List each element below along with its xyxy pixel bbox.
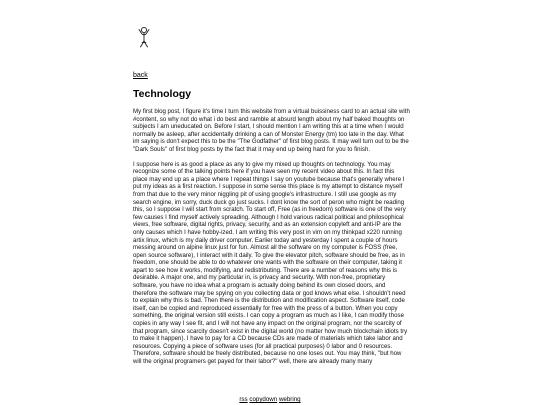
page-title: Technology [133, 88, 192, 100]
site-logo-icon[interactable] [134, 26, 154, 48]
post-paragraph: My first blog post, I figure it's time I turn this website from a virtual buissiness card to an actual site with #content, so why not do what i do best and ramble at absurd length about my half baked thoughts on subjects I am uneducated on. Before I start, I should mention I am writing this at a time when I would normally be asleep, after accidentally drinking a can of Monster Energy (tm) too late in the day. What im saying is don't expect this to be the "The Godfather" of first blog posts. It may well turn out to be the "Dark Souls" of first blog posts by the fact that it may end up being hard for you to finish. [133, 108, 410, 153]
copydown-link[interactable]: copydown [249, 396, 278, 403]
rss-link[interactable]: rss [239, 396, 248, 403]
footer-links [0, 396, 540, 404]
webring-link[interactable]: webring [278, 396, 301, 403]
post-body [133, 108, 410, 373]
back-link[interactable]: back [133, 72, 148, 79]
post-paragraph: I suppose here is as good a place as any to give my mixed up thoughts on technology. You may recognize some of the talking points here if you have seen my recent video about this. In fact this place may end up as a place where I repeat things I say on youtube because that's generally where I put my ideas as a first reaction. I suppose in some sense this place is my attempt to distance myself from that due to the very minor niggling pit of using google's infrastructure. I still use google as my search engine, im sorry, duck duck go just sucks. I dont know the sort of peron who might be reading this, so I suppose I will start from scratch. To start off, Free (as in freedom) software is one of the very few causes I find myself actively spreading. Although I hold various radical political and philosophical views, free software, digital rights, privacy, security, and as an extension copyleft and anti-IP are the only causes which I have hobby-ized. I am writing this very post in vim on my thinkpad x220 running artix linux, which is my daily driver computer. Earlier today and yesterday I spent a couple of hours messing around on alpine linux just for fun. Almost all the software on my computer is FOSS (free, open source software), I interact with it daily. To give the elevator pitch, software should be free, as in freedom, one should be able to do whatever one wants with the software on their computer, taking it apart to see how it works, modifying, and redistributing. There are a number of reasons why this is desirable. A major one, and my particular in, is privacy and security. With non-free, proprietary software, you have no idea what a program is actually doing behind its own closed doors, and therefore the software may be spying on you collecting data or god knows what else. I shouldn't need to explain why this is bad. Then there is the distribution and modification aspect. Software itself, code itself, can be copied and reproduced essentially for free with the press of a button. When you copy something, the original version still exists. I can copy a program as much as I like, I can modify those copies in any way I see fit, and I will not have any impact on the original program, nor the scarcity of that program, since scarcity doesn't exist in the digital world (no matter how much blockchain idiots try to make it happen). I have to pay for a CD because CDs are made of materials which take labor and resources. Copying a piece of software uses (for all practical purposes) 0 labor and 0 resources. Therefore, software should be freely distributed, because no one loses out. You may think, "but how will the original programers get payed for their labor?" well, there are already many many [133, 160, 408, 365]
